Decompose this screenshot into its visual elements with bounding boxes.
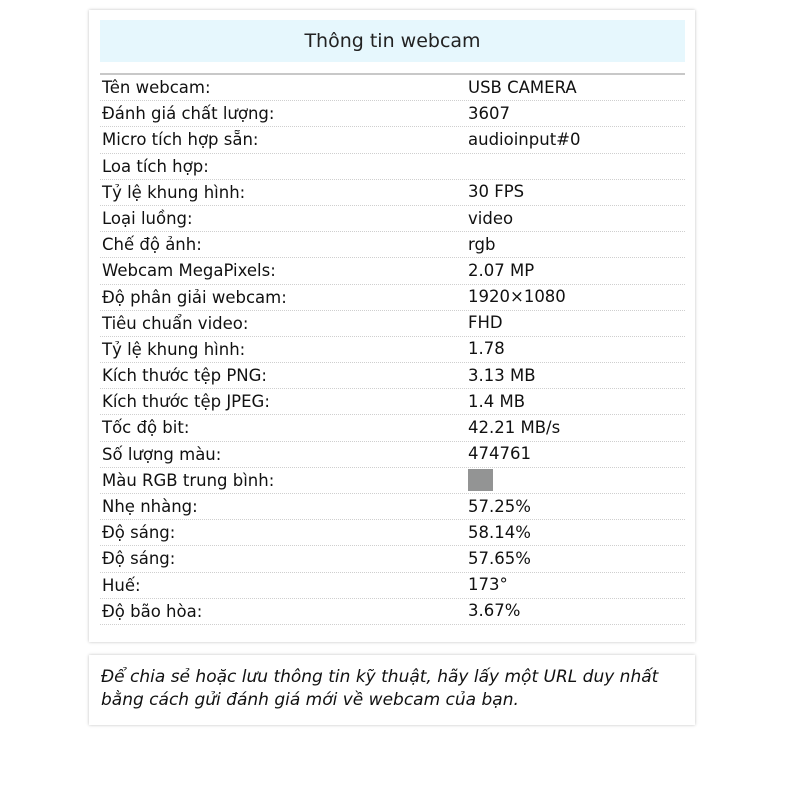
info-value: 30 FPS <box>468 182 525 202</box>
info-row <box>100 180 685 206</box>
info-label: Độ sáng: <box>102 549 176 569</box>
info-row <box>100 442 685 468</box>
info-label: Số lượng màu: <box>102 444 222 464</box>
info-row <box>100 101 685 127</box>
info-label: Tỷ lệ khung hình: <box>102 339 246 359</box>
info-value: 2.07 MP <box>468 260 535 280</box>
info-row <box>100 258 685 284</box>
info-row <box>100 75 685 101</box>
info-value: 57.65% <box>468 548 531 568</box>
webcam-info-card <box>89 10 695 642</box>
info-value: USB CAMERA <box>468 77 577 97</box>
info-row <box>100 311 685 337</box>
info-value: audioinput#0 <box>468 129 581 149</box>
info-value: 3.13 MB <box>468 365 536 385</box>
info-label: Loại luồng: <box>102 208 193 228</box>
info-label: Đánh giá chất lượng: <box>102 104 275 124</box>
info-value: 42.21 MB/s <box>468 418 561 438</box>
info-table <box>100 73 685 625</box>
info-label: Màu RGB trung bình: <box>102 470 275 490</box>
info-row <box>100 546 685 572</box>
info-row <box>100 154 685 180</box>
info-value: 57.25% <box>468 496 531 516</box>
info-label: Webcam MegaPixels: <box>102 261 276 281</box>
info-row <box>100 127 685 153</box>
info-row <box>100 206 685 232</box>
info-label: Micro tích hợp sẵn: <box>102 130 259 150</box>
info-value <box>468 154 685 179</box>
info-label: Loa tích hợp: <box>102 156 209 176</box>
info-value: video <box>468 208 514 228</box>
info-value: 1920×1080 <box>468 287 566 307</box>
info-row <box>100 363 685 389</box>
info-label: Tỷ lệ khung hình: <box>102 182 246 202</box>
info-row <box>100 337 685 363</box>
info-value <box>468 468 685 493</box>
info-label: Nhẹ nhàng: <box>102 497 198 516</box>
info-value: 1.4 MB <box>468 391 526 411</box>
info-value: FHD <box>468 313 503 333</box>
info-row <box>100 573 685 599</box>
info-value: 1.78 <box>468 339 505 359</box>
info-value: 474761 <box>468 444 531 464</box>
share-note: Để chia sẻ hoặc lưu thông tin kỹ thuật, hãy lấy một URL duy nhất bằng cách gửi đánh giá mới về webcam của bạn. <box>89 655 695 725</box>
info-label: Chế độ ảnh: <box>102 235 202 255</box>
info-row <box>100 285 685 311</box>
info-row <box>100 468 685 494</box>
info-row <box>100 494 685 520</box>
info-label: Kích thước tệp PNG: <box>102 366 267 386</box>
info-label: Độ sáng: <box>102 523 176 543</box>
info-row <box>100 389 685 415</box>
info-row <box>100 520 685 546</box>
info-label: Huế: <box>102 575 141 595</box>
info-row <box>100 232 685 258</box>
info-label: Tên webcam: <box>102 78 211 97</box>
info-label: Tốc độ bit: <box>102 418 190 438</box>
info-value: 58.14% <box>468 522 531 542</box>
average-color-swatch <box>468 469 493 491</box>
info-row <box>100 599 685 625</box>
panel-title: Thông tin webcam <box>100 20 685 62</box>
info-value: 173° <box>468 575 508 595</box>
info-value: 3.67% <box>468 601 521 621</box>
info-label: Kích thước tệp JPEG: <box>102 392 270 412</box>
info-value: 3607 <box>468 103 510 123</box>
info-row <box>100 415 685 441</box>
info-label: Độ phân giải webcam: <box>102 287 287 307</box>
info-value: rgb <box>468 234 496 254</box>
info-label: Tiêu chuẩn video: <box>102 313 249 333</box>
info-label: Độ bão hòa: <box>102 601 203 621</box>
